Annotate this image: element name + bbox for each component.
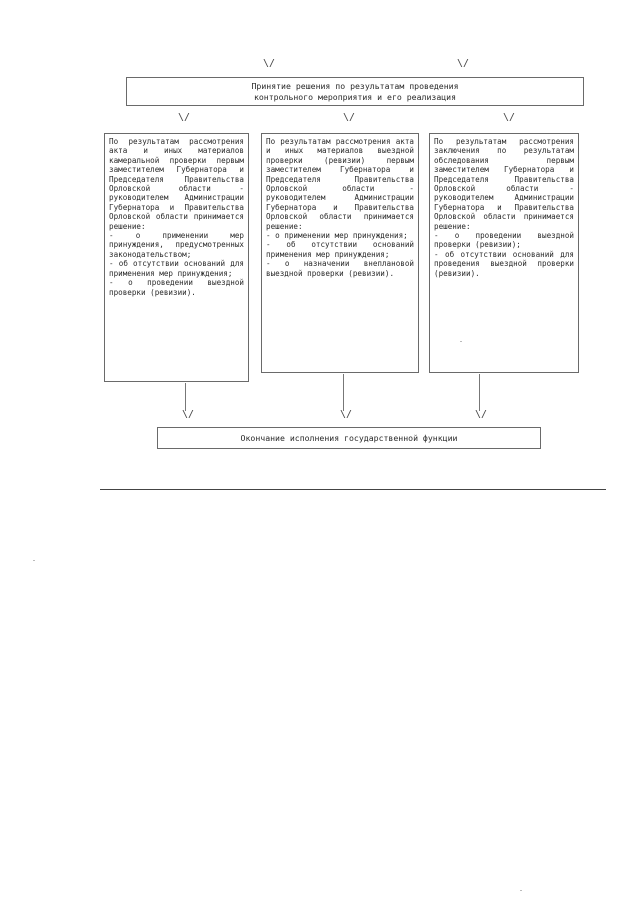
decision-camera-check-text: По результатам рассмотрения акта и иных материалов камеральной проверки первым заместителем Губернатора и Председателя Правительства Орловской области - руководителем Администрации Губернатора и Правительства Орловской области принимается решение: - о применении мер принуждения, предусмотренных законодательством; - об отсутствии оснований для применения мер принуждения; - о проведении выездной проверки (ревизии). xyxy=(109,137,244,297)
connector-line xyxy=(479,374,480,411)
horizontal-rule xyxy=(100,489,606,490)
connector-line xyxy=(343,374,344,411)
arrow-down-icon: \/ xyxy=(503,112,516,123)
decision-field-check-text: По результатам рассмотрения акта и иных материалов выездной проверки (ревизии) первым заместителем Губернатора и Председателя Правительства Орловской области - руководителем Администрации Губернатора и Правительства Орловской области принимается решение: - о применении мер принуждения; - об отсутствии оснований применения мер принуждения; - о назначении внеплановой выездной проверки (ревизии). xyxy=(266,137,414,278)
decision-box-line-2: контрольного мероприятия и его реализация xyxy=(253,91,457,102)
decision-box-line-1: Принятие решения по результатам проведения xyxy=(251,80,459,91)
end-box-label: Окончание исполнения государственной функции xyxy=(240,432,458,443)
scan-speck xyxy=(460,341,462,342)
arrow-down-icon: \/ xyxy=(263,58,276,69)
connector-line xyxy=(185,383,186,411)
arrow-down-icon: \/ xyxy=(340,409,353,420)
scan-speck xyxy=(33,560,35,561)
arrow-down-icon: \/ xyxy=(457,58,470,69)
arrow-down-icon: \/ xyxy=(343,112,356,123)
arrow-down-icon: \/ xyxy=(182,409,195,420)
decision-box xyxy=(126,77,584,106)
decision-field-check-box xyxy=(261,133,419,373)
decision-survey-text: По результатам рассмотрения заключения по результатам обследования первым заместителем Губернатора и Председателя Правительства Орловской области - руководителем Администрации Губернатора и Правительства Орловской области принимается решение: - о проведении выездной проверки (ревизии); - об отсутствии оснований для проведения выездной проверки (ревизии). xyxy=(434,137,574,278)
decision-camera-check-box xyxy=(104,133,249,382)
decision-survey-box xyxy=(429,133,579,373)
arrow-down-icon: \/ xyxy=(475,409,488,420)
end-box xyxy=(157,427,541,449)
scan-speck xyxy=(520,890,522,891)
arrow-down-icon: \/ xyxy=(178,112,191,123)
